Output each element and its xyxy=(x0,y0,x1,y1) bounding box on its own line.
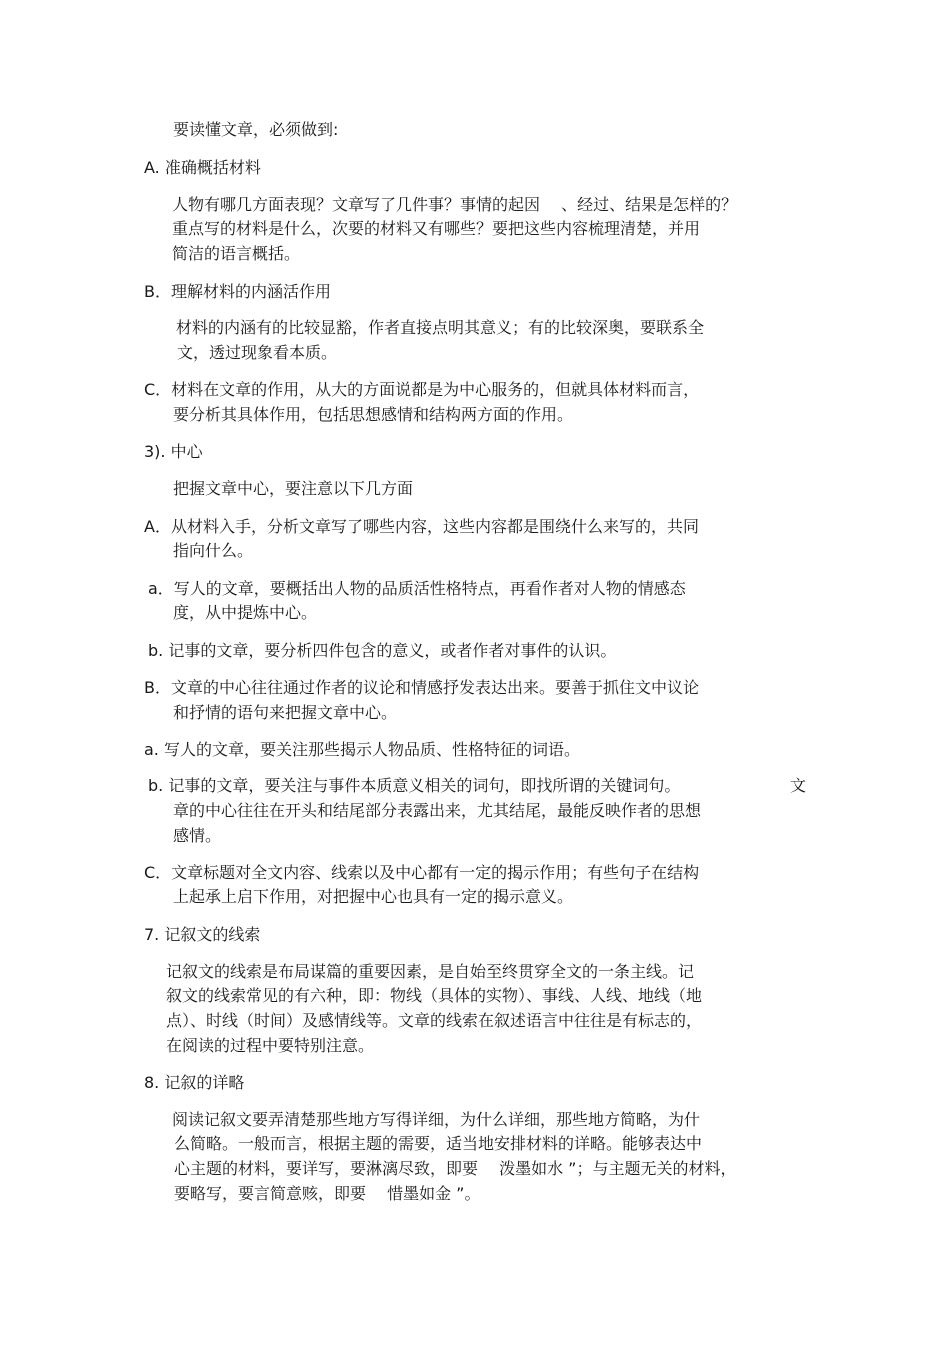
text-line: 文，透过现象看本质。 xyxy=(177,343,338,362)
text-line: 感情。 xyxy=(173,826,222,845)
text-line: 把握文章中心，要注意以下几方面 xyxy=(173,479,414,498)
section-heading: B．理解材料的内涵活作用 xyxy=(144,282,331,301)
text-line: 重点写的材料是什么，次要的材料又有哪些？要把这些内容梳理清楚，并用 xyxy=(172,219,701,238)
text-line: 和抒情的语句来把握文章中心。 xyxy=(173,703,398,722)
section-heading: 8. 记叙的详略 xyxy=(144,1073,245,1092)
section-heading: A. 准确概括材料 xyxy=(144,158,261,177)
list-item: b. 记事的文章，要关注与事件本质意义相关的词句，即找所谓的关键词句。 xyxy=(148,776,681,795)
text-line: 么简略。一般而言，根据主题的需要，适当地安排材料的详略。能够表达中 xyxy=(174,1134,703,1153)
text-line: 叙文的线索常见的有六种，即：物线（具体的实物）、事线、人线、地线（地 xyxy=(166,986,703,1005)
list-item: b. 记事的文章，要分析四件包含的意义，或者作者对事件的认识。 xyxy=(148,641,617,660)
section-heading: B．文章的中心往往通过作者的议论和情感抒发表达出来。要善于抓住文中议论 xyxy=(144,678,699,697)
section-heading: A．从材料入手，分析文章写了哪些内容，这些内容都是围绕什么来写的，共同 xyxy=(144,517,699,536)
text-line: 要略写，要言简意赅，即要 惜墨如金 ”。 xyxy=(174,1184,481,1203)
text-line: 材料的内涵有的比较显豁，作者直接点明其意义；有的比较深奥，要联系全 xyxy=(176,318,705,337)
list-item: a. 写人的文章，要关注那些揭示人物品质、性格特征的词语。 xyxy=(144,740,580,759)
list-item: a．写人的文章，要概括出人物的品质活性格特点，再看作者对人物的情感态 xyxy=(148,579,686,598)
text-line: 点）、时线（时间）及感情线等。文章的线索在叙述语言中往往是有标志的， xyxy=(166,1011,703,1030)
text-line: 章的中心往往在开头和结尾部分表露出来，尤其结尾，最能反映作者的思想 xyxy=(173,801,702,820)
section-heading: C．文章标题对全文内容、线索以及中心都有一定的揭示作用；有些句子在结构 xyxy=(144,863,700,882)
text-line: 度，从中提炼中心。 xyxy=(173,603,318,622)
text-line: 要读懂文章，必须做到: xyxy=(173,120,339,139)
text-line: 要分析其具体作用，包括思想感情和结构两方面的作用。 xyxy=(173,405,574,424)
text-line: 人物有哪几方面表现？文章写了几件事？事情的起因 、经过、结果是怎样的？ xyxy=(172,195,738,214)
text-line: 上起承上启下作用，对把握中心也具有一定的揭示意义。 xyxy=(173,887,574,906)
text-line: 在阅读的过程中要特别注意。 xyxy=(166,1036,375,1055)
text-line: 阅读记叙文要弄清楚那些地方写得详细，为什么详细，那些地方简略，为什 xyxy=(172,1110,701,1129)
section-heading: 7. 记叙文的线索 xyxy=(144,925,261,944)
text-line: 文 xyxy=(790,776,807,795)
text-line: 指向什么。 xyxy=(173,541,254,560)
section-heading: 3). 中心 xyxy=(144,442,203,461)
text-line: 心主题的材料，要详写，要淋漓尽致，即要 泼墨如水 ”；与主题无关的材料， xyxy=(174,1159,737,1178)
text-line: 简洁的语言概括。 xyxy=(172,244,301,263)
section-heading: C．材料在文章的作用，从大的方面说都是为中心服务的，但就具体材料而言， xyxy=(144,380,700,399)
text-line: 记叙文的线索是布局谋篇的重要因素，是自始至终贯穿全文的一条主线。记 xyxy=(166,962,695,981)
